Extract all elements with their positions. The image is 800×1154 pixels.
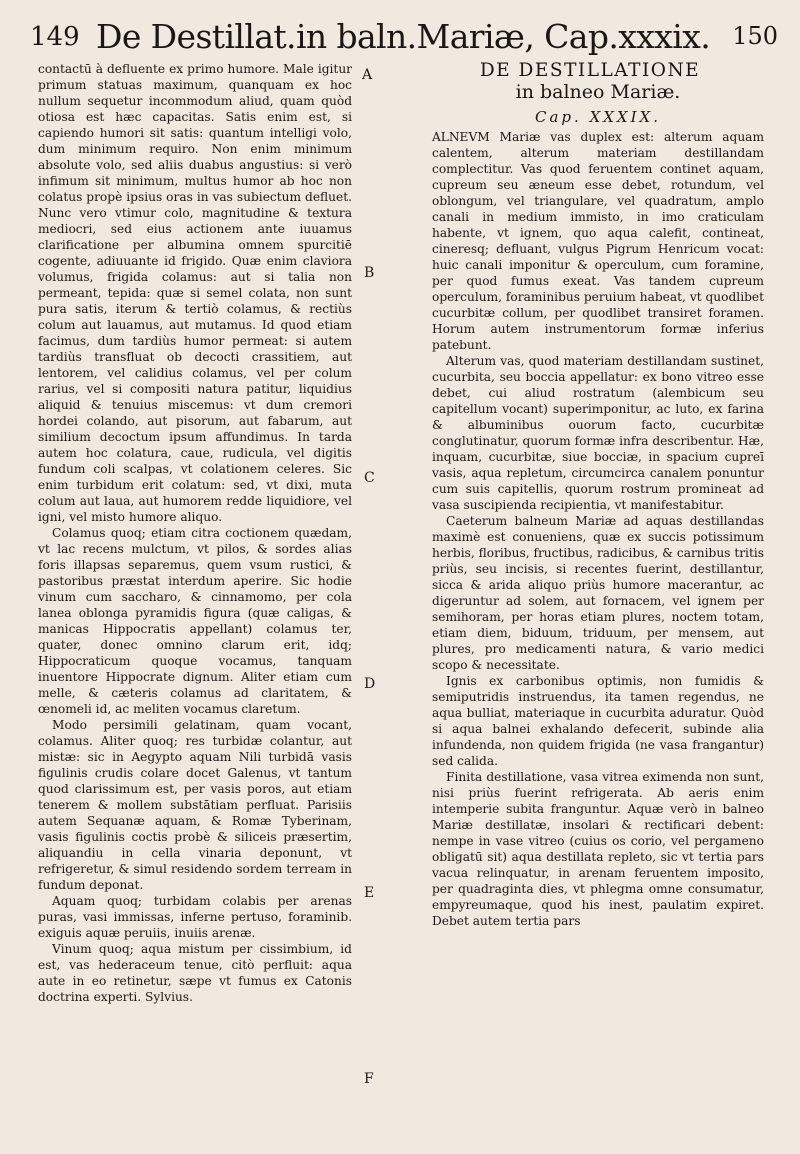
running-header xyxy=(30,14,778,54)
chapter-heading: Cap. XXXIX. xyxy=(535,108,661,126)
left-paragraph: Colamus quoq; etiam citra coctionem quædam, vt lac recens mulctum, vt pilos, & sordes alias foris illapsas separemus, quem vsum rustici, & pastoribus præstat interdum aperire. Sic hodie vinum cum saccharo, & cinnamomo, per cola lanea oblonga pyramidis figura (quæ caligas, & manicas Hippocratis appellant) colamus ter, quater, donec omnino clarum erit, idq; Hippocraticum quoque vocamus, tanquam inuentore Hippocrate dignum. Aliter etiam cum melle, & cæteris colamus ad claritatem, & œnomeli id, ac meliten vocamus claretum. xyxy=(38,526,352,716)
section-subtitle: in balneo Mariæ. xyxy=(515,81,681,103)
right-column xyxy=(432,61,764,929)
left-paragraph: contactū à defluente ex primo humore. Male igitur primum statuas maximum, quanquam ex hoc nullum sequetur incommodum aliud, quam quòd otiosa est hæc capacitas. Satis enim est, si capiendo humori sit satis: quantum intelligi volo, dum minimum requiro. Non enim minimum absolute volo, sed aliis duabus angustius: si verò infimum sit minimum, multus humor ab hoc non colatus propè ipsius oras in vas subiectum defluet. Nunc vero vtimur colo, magnitudine & textura mediocri, sed eius actionem ante iuuamus clarificatione per albumina omnem spurcitiē cogente, adiuuante id frigido. Quæ enim claviora volumus, frigida colamus: aut si talia non permeant, tepida: quæ si semel colata, non sunt pura satis, iterum & tertiò colamus, & rectiùs colum aut lauamus, aut mutamus. Id quod etiam facimus, dum tardiùs humor permeat: si autem tardiùs transfluat ob decocti crassitiem, aut lentorem, vel calidius colamus, vel per colum rarius, vel si compositi natura patitur, liquidius aliquid & tenuius miscemus: vt dum cremori hordei colando, aut pisorum, aut fabarum, aut similium decoctum ipsum affundimus. In tarda autem hoc colatura, caue, rudicula, vel digitis fundum coli scalpas, vt colationem celeres. Sic enim turbidum erit colatum: sed, vt dixi, muta colum aut laua, aut humorem redde liquidiore, vel igni, vel misto humore aliquo. xyxy=(38,62,352,524)
right-paragraph: Caeterum balneum Mariæ ad aquas destillandas maximè est conueniens, quæ ex succis potissimum herbis, floribus, fructibus, radicibus, & carnibus tritis priùs, seu incisis, si recentes fuerint, destillantur, sicca & arida aliquo priùs humore macerantur, ac digeruntur ad solem, aut fornacem, vel ignem per semihoram, per horas etiam plures, noctem totam, etiam diem, biduum, triduum, per mensem, aut plures, pro medicamenti natura, & vario medici scopo & necessitate. xyxy=(432,514,764,672)
margin-letter-a: A xyxy=(362,67,373,83)
left-column xyxy=(38,61,352,1005)
left-paragraph: Modo persimili gelatinam, quam vocant, colamus. Aliter quoq; res turbidæ colantur, aut mistæ: sic in Aegypto aquam Nili turbidā vasis figulinis crudis colare docet Galenus, vt tantum quod clarissimum est, per vasis poros, aut etiam tenerem & mollem substātiam perfluat. Parisiis autem Sequanæ aquam, & Romæ Tyberinam, vasis figulinis coctis probè & siliceis præsertim, aliquandiu in cella vinaria deponunt, vt refrigeretur, & simul residendo sordem terream in fundum deponat. xyxy=(38,718,352,892)
page-number-left: 149 xyxy=(30,22,80,52)
running-title: De Destillat.in baln.Mariæ, Cap.xxxix. xyxy=(96,17,711,56)
margin-letter-f: F xyxy=(364,1071,374,1087)
margin-letters xyxy=(358,61,424,1111)
margin-letter-e: E xyxy=(364,885,375,901)
left-paragraph: Aquam quoq; turbidam colabis per arenas puras, vasi immissas, inferne pertuso, foraminib. exiguis aquæ peruiis, inuiis arenæ. xyxy=(38,894,352,940)
right-paragraph: ALNEVM Mariæ vas duplex est: alterum aquam calentem, alterum materiam destillandam complectitur. Vas quod feruentem continet aquam, cupreum seu æneum esse debet, rotundum, vel oblongum, vel triangulare, vel quadratum, amplo canali in medium immisto, in imo craticulam habente, vt ignem, quo aqua calefit, contineat, cineresq; defluant, vulgus Pigrum Henricum vocat: huic canali imponitur & operculum, cum foramine, per quod fumus exeat. Vas tandem cupreum operculum, foraminibus peruium habeat, vt quodlibet cucurbitæ collum, per quodlibet transiret foramen. Horum autem instrumentorum formæ inferius patebunt. xyxy=(432,130,764,352)
page-number-right: 150 xyxy=(732,22,778,50)
margin-letter-d: D xyxy=(364,676,376,692)
right-paragraph: Finita destillatione, vasa vitrea eximenda non sunt, nisi priùs fuerint refrigerata. Ab aeris enim intemperie subita franguntur. Aquæ verò in balneo Mariæ destillatæ, insolari & rectificari debent: nempe in vase vitreo (cuius os corio, vel pergameno obligatū sit) aqua destillata repleto, sic vt tertia pars vacua relinquatur, in arenam feruentem imposito, per quadraginta dies, vt phlegma omne consumatur, empyreumaque, quod his inest, paulatim expiret. Debet autem tertia pars xyxy=(432,770,764,928)
margin-letter-c: C xyxy=(364,470,375,486)
section-title: DE DESTILLATIONE xyxy=(479,60,701,81)
margin-letter-b: B xyxy=(364,265,375,281)
right-paragraph: Alterum vas, quod materiam destillandam sustinet, cucurbita, seu boccia appellatur: ex bono vitreo esse debet, cui aliud rostratum (alembicum seu capitellum vocant) superimponitur, ac luto, ex farina & albuminibus ouorum facto, cucurbitæ conglutinatur, quorum formæ infra describentur. Hæ, inquam, cucurbitæ, siue bocciæ, in spacium cupreī vasis, aqua repletum, circumcirca canalem ponuntur cum suis capitellis, quorum rostrum promineat ad vasa suscipienda recipientia, vt manifestabitur. xyxy=(432,354,764,512)
right-paragraph: Ignis ex carbonibus optimis, non fumidis & semiputridis instruendus, ita tamen regendus, ne aqua bulliat, materiaque in cucurbita aduratur. Quòd si aqua balnei exhalando defecerit, subinde alia infundenda, non quidem frigida (ne vasa frangantur) sed calida. xyxy=(432,674,764,768)
left-paragraph: Vinum quoq; aqua mistum per cissimbium, id est, vas hederaceum tenue, citò perfluit: aqua aute in eo retinetur, sæpe vt fumus ex Catonis doctrina experti. Sylvius. xyxy=(38,942,352,1004)
